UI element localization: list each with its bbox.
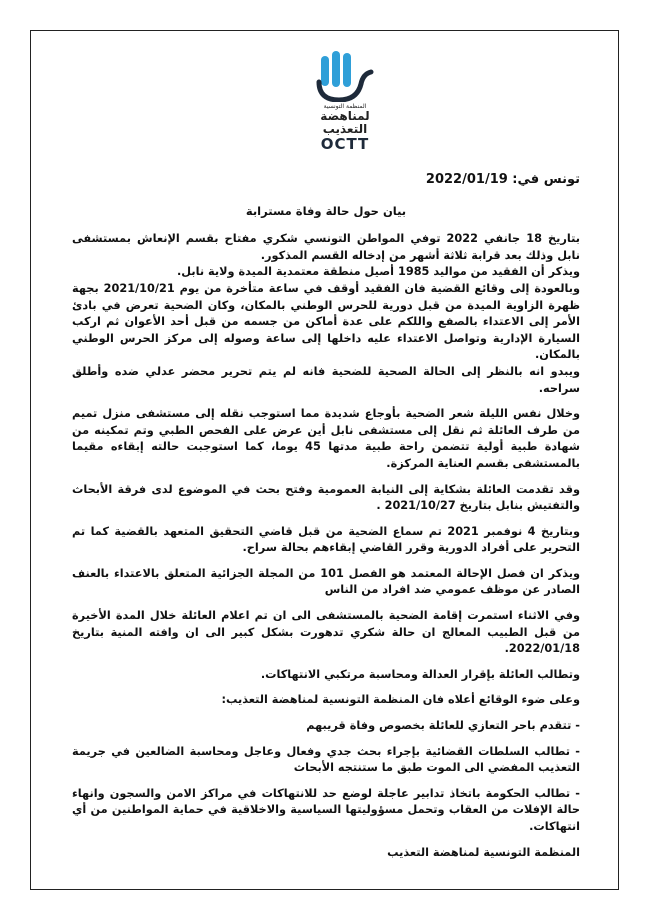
- octt-logo: [300, 50, 390, 162]
- demand-item-government: - تطالب الحكومة باتخاذ تدابير عاجلة لوضع حد للانتهاكات في مراكز الامن والسجون وانهاء حالة الإفلات من العقاب وتحمل مسؤوليتها السياسية والاخلاقية في حماية المواطنين من أي انتهاكات.: [72, 786, 580, 833]
- paragraph-family-demand: وتطالب العائلة بإقرار العدالة ومحاسبة مرتكبي الانتهاكات.: [260, 667, 580, 681]
- document-title: بيان حول حالة وفاة مسترابة: [245, 203, 407, 218]
- paragraph-arrest: وبالعودة إلى وقائع القضية فان الفقيد أوقف في ساعة متأخرة من يوم 2021/10/21 بجهة ظهرة الزاوية الميدة من قبل دورية للحرس الوطني بالمكان، وكان الضحية تعرض في بادئ الأمر إلى الاعتداء بالصفع واللكم على عدة أماكن من جسمه من قبل أحد الأعوان ثم اركب السيارة الإدارية وتواصل الاعتداء عليه داخلها إلى ساعة وصوله إلى مركز الحرس الوطني بالمكان.: [72, 281, 580, 362]
- paragraph-investigation: وبتاريخ 4 نوفمبر 2021 تم سماع الضحية من قبل قاضي التحقيق المتعهد بالقضية كما تم التحرير على أفراد الدورية وقرر القاضي إبقاءهم بحالة سراح.: [72, 524, 580, 555]
- paragraph-hospital: وخلال نفس الليلة شعر الضحية بأوجاع شديدة مما استوجب نقله إلى مستشفى منزل تميم من طرف العائلة ثم نقل إلى مستشفى نابل أين عرض على الفحص الطبي وتم تمكينه من شهادة طبية أولية تتضمن راحة طبية مدتها 45 يوما، كما استوجبت حالته إبقاءه مقيما بالمستشفى بقسم العناية المركزة.: [72, 407, 580, 470]
- paragraph-origin: ويذكر أن الفقيد من مواليد 1985 أصيل منطقة معتمدية الميدة ولاية نابل.: [177, 265, 580, 279]
- paragraph-organization-position: وعلى ضوء الوقائع أعلاه فان المنظمة التونسية لمناهضة التعذيب:: [221, 693, 580, 707]
- demand-item-condolences: - تتقدم باحر التعازي للعائلة بخصوص وفاة قريبهم: [306, 719, 580, 733]
- org-name-line1: المنظمة التونسية: [323, 103, 367, 110]
- statement-body: [72, 172, 580, 870]
- org-name-line3: التعذيب: [322, 122, 368, 136]
- hand-logo-icon: [315, 50, 375, 102]
- date-line: تونس في: 2022/01/19: [425, 172, 580, 187]
- paragraph-release: ويبدو انه بالنظر إلى الحالة الصحية للضحية فانه لم يتم تحرير محضر عدلي ضده وأطلق سراحه.: [72, 364, 580, 395]
- paragraph-death-notice: بتاريخ 18 جانفي 2022 توفي المواطن التونسي شكري مفتاح بقسم الإنعاش بمستشفى نابل وذلك بعد قرابة ثلاثة أشهر من إدخاله القسم المذكور.: [72, 232, 580, 262]
- demand-item-judiciary: - تطالب السلطات القضائية بإجراء بحث جدي وفعال وعاجل ومحاسبة الضالعين في جريمة التعذيب المفضي الى الموت طبق ما ستنتجه الأبحاث: [72, 744, 580, 775]
- org-abbreviation: OCTT: [320, 135, 370, 153]
- paragraph-complaint: وقد تقدمت العائلة بشكاية إلى النيابة العمومية وفتح بحث في الموضوع لدى فرقة الأبحاث والتفتيش بنابل بتاريخ 2021/10/27 .: [72, 482, 580, 513]
- org-name-line2: لمناهضة: [320, 109, 370, 123]
- signature: المنظمة التونسية لمناهضة التعذيب: [387, 845, 580, 859]
- paragraph-legal-article: ويذكر ان فصل الإحالة المعتمد هو الفصل 101 من المجلة الجزائية المتعلق بالاعتداء بالعنف الصادر عن موظف عمومي ضد افراد من الناس: [72, 566, 580, 597]
- paragraph-death: وفي الاثناء استمرت إقامة الضحية بالمستشفى الى ان تم اعلام العائلة خلال المدة الأخيرة من قبل الطبيب المعالج ان حالة شكري تدهورت بشكل كبير الى ان وافته المنية بتاريخ 2022/01/18.: [72, 609, 580, 656]
